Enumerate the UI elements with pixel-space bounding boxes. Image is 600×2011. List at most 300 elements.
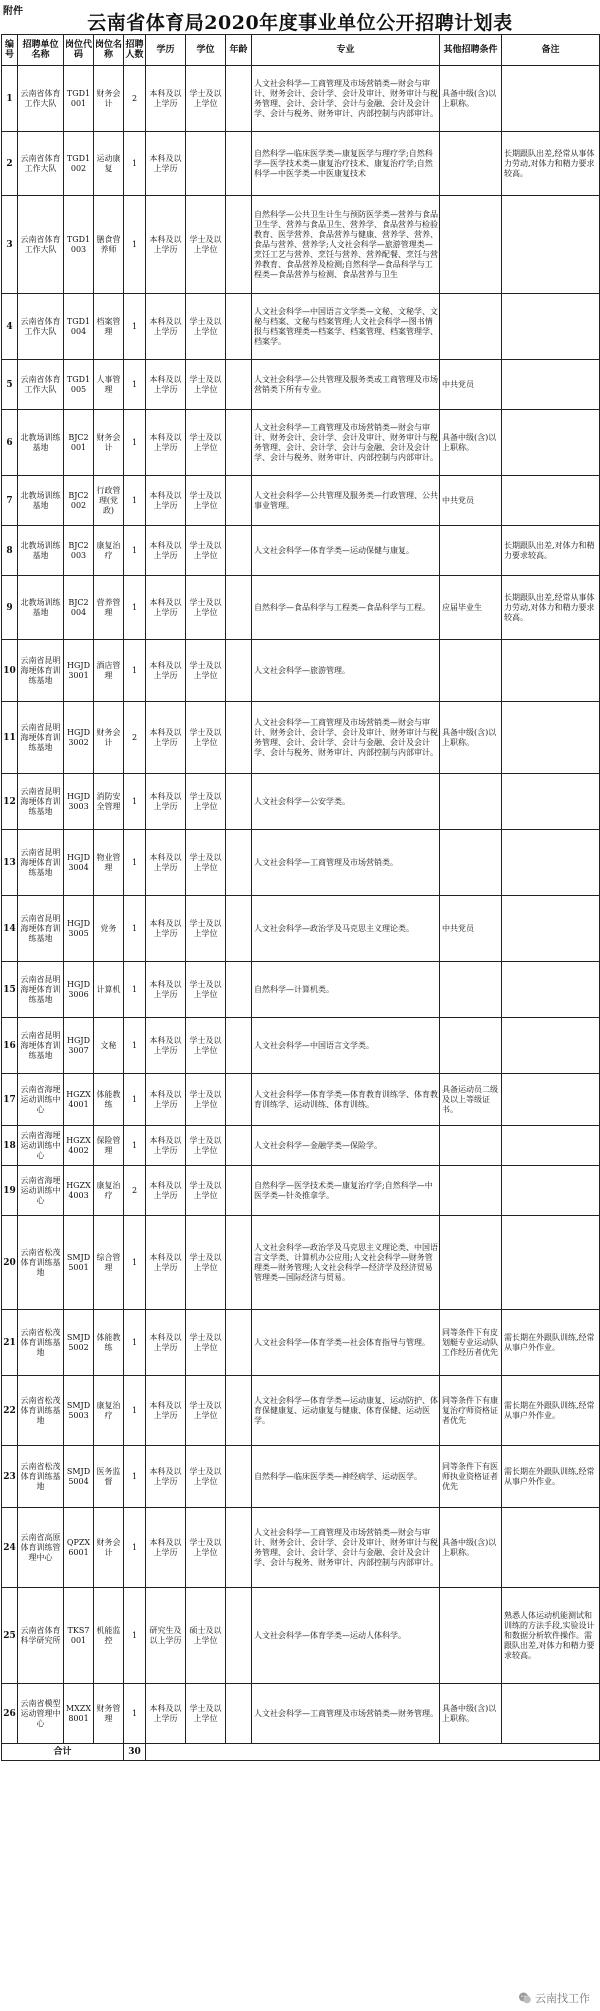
cell-edu: 本科及以上学历 xyxy=(146,830,186,896)
cell-post: 行政管理(党政) xyxy=(94,476,124,526)
cell-remark: 长期跟队出差,经常从事体力劳动,对体力和精力要求较高。 xyxy=(502,576,600,640)
cell-post: 财务会计 xyxy=(94,410,124,476)
cell-count: 1 xyxy=(124,576,146,640)
cell-no: 13 xyxy=(2,830,18,896)
cell-other: 同等条件下有医师执业资格证者优先 xyxy=(440,1446,502,1508)
cell-post: 酒店管理 xyxy=(94,640,124,702)
header-row xyxy=(2,35,600,66)
cell-no: 12 xyxy=(2,774,18,830)
cell-edu: 本科及以上学历 xyxy=(146,896,186,962)
cell-major: 人文社会科学—旅游管理。 xyxy=(252,640,440,702)
cell-edu: 本科及以上学历 xyxy=(146,702,186,774)
cell-code: QPZX 6001 xyxy=(64,1508,94,1588)
cell-count: 1 xyxy=(124,1684,146,1744)
cell-major: 人文社会科学—工商管理及市场营销类—财会与审计、财务会计、会计学、会计及审计、财务审计与税务管理、会计、会计学、会计与金融、会计及会计学、会计与税务、财务审计、内部控制与内部审计。 xyxy=(252,1508,440,1588)
cell-remark xyxy=(502,896,600,962)
cell-unit: 云南省昆明海埂体育训练基地 xyxy=(18,962,64,1018)
cell-degree: 学士及以上学位 xyxy=(186,1684,226,1744)
cell-degree: 学士及以上学位 xyxy=(186,66,226,132)
cell-code: BJC2 004 xyxy=(64,576,94,640)
cell-major: 人文社会科学—工商管理及市场营销类。 xyxy=(252,830,440,896)
cell-post: 财务会计 xyxy=(94,66,124,132)
cell-age xyxy=(226,1166,252,1216)
cell-unit: 云南省海埂运动训练中心 xyxy=(18,1166,64,1216)
cell-age xyxy=(226,774,252,830)
table-row xyxy=(2,1310,600,1376)
cell-degree: 学士及以上学位 xyxy=(186,1074,226,1126)
cell-remark: 需长期在外跟队训练,经常从事户外作业。 xyxy=(502,1310,600,1376)
cell-unit: 云南省昆明海埂体育训练基地 xyxy=(18,774,64,830)
cell-major: 人文社会科学—工商管理及市场营销类—财会与审计、财务会计、会计学、会计及审计、财务审计与税务管理、会计、会计学、会计与金融、会计及会计学、会计与税务、财务审计、内部控制与内部审计。 xyxy=(252,66,440,132)
cell-degree: 学士及以上学位 xyxy=(186,702,226,774)
cell-count: 1 xyxy=(124,1216,146,1310)
cell-unit: 北教场训练基地 xyxy=(18,410,64,476)
recruitment-table xyxy=(1,34,600,1761)
header-edu: 学历 xyxy=(146,35,186,66)
cell-major: 人文社会科学—公安学类。 xyxy=(252,774,440,830)
cell-code: BJC2 003 xyxy=(64,526,94,576)
cell-age xyxy=(226,1446,252,1508)
table-row xyxy=(2,1166,600,1216)
cell-degree: 学士及以上学位 xyxy=(186,410,226,476)
cell-edu: 本科及以上学历 xyxy=(146,1310,186,1376)
cell-remark: 需长期在外跟队训练,经常从事户外作业。 xyxy=(502,1376,600,1446)
cell-age xyxy=(226,962,252,1018)
cell-post: 文秘 xyxy=(94,1018,124,1074)
cell-count: 1 xyxy=(124,896,146,962)
cell-post: 财务管理 xyxy=(94,1684,124,1744)
cell-degree: 学士及以上学位 xyxy=(186,830,226,896)
cell-degree: 学士及以上学位 xyxy=(186,1216,226,1310)
cell-major: 自然科学—临床医学类—康复医学与理疗学;自然科学—医学技术类—康复治疗技术、康复治疗学;自然科学—中医学类—中医康复技术 xyxy=(252,132,440,196)
cell-age xyxy=(226,702,252,774)
cell-other xyxy=(440,1166,502,1216)
cell-edu: 本科及以上学历 xyxy=(146,1376,186,1446)
cell-major: 自然科学—食品科学与工程类—食品科学与工程。 xyxy=(252,576,440,640)
cell-other: 同等条件下有皮划艇专业运动队工作经历者优先 xyxy=(440,1310,502,1376)
cell-no: 14 xyxy=(2,896,18,962)
cell-degree: 学士及以上学位 xyxy=(186,774,226,830)
cell-code: HGJD 3003 xyxy=(64,774,94,830)
cell-age xyxy=(226,1216,252,1310)
table-row xyxy=(2,962,600,1018)
cell-remark xyxy=(502,360,600,410)
cell-no: 26 xyxy=(2,1684,18,1744)
cell-code: TGD1 005 xyxy=(64,360,94,410)
cell-degree: 学士及以上学位 xyxy=(186,1446,226,1508)
cell-no: 25 xyxy=(2,1588,18,1684)
total-label: 合计 xyxy=(2,1744,124,1761)
cell-unit: 云南省松茂体育训练基地 xyxy=(18,1310,64,1376)
cell-edu: 本科及以上学历 xyxy=(146,132,186,196)
cell-remark xyxy=(502,196,600,294)
cell-edu: 本科及以上学历 xyxy=(146,360,186,410)
cell-edu: 本科及以上学历 xyxy=(146,576,186,640)
cell-count: 1 xyxy=(124,196,146,294)
cell-other: 具备中级(含)以上职称。 xyxy=(440,1684,502,1744)
table-row xyxy=(2,1216,600,1310)
cell-post: 物业管理 xyxy=(94,830,124,896)
cell-unit: 云南省体育科学研究所 xyxy=(18,1588,64,1684)
cell-count: 1 xyxy=(124,1446,146,1508)
cell-remark xyxy=(502,1508,600,1588)
cell-code: HGZX 4002 xyxy=(64,1126,94,1166)
cell-edu: 本科及以上学历 xyxy=(146,476,186,526)
header-no: 编号 xyxy=(2,35,18,66)
cell-other: 中共党员 xyxy=(440,360,502,410)
table-row xyxy=(2,1588,600,1684)
cell-post: 机能监控 xyxy=(94,1588,124,1684)
cell-no: 10 xyxy=(2,640,18,702)
cell-major: 人文社会科学—金融学类—保险学。 xyxy=(252,1126,440,1166)
cell-remark: 长期跟队出差,对体力和精力要求较高。 xyxy=(502,526,600,576)
cell-degree: 学士及以上学位 xyxy=(186,1166,226,1216)
cell-age xyxy=(226,1126,252,1166)
cell-unit: 云南省海埂运动训练中心 xyxy=(18,1126,64,1166)
cell-degree: 学士及以上学位 xyxy=(186,962,226,1018)
cell-count: 1 xyxy=(124,360,146,410)
cell-major: 人文社会科学—政治学及马克思主义理论类。 xyxy=(252,896,440,962)
cell-code: HGJD 3002 xyxy=(64,702,94,774)
table-row xyxy=(2,1684,600,1744)
cell-edu: 本科及以上学历 xyxy=(146,526,186,576)
total-filler xyxy=(146,1744,600,1761)
cell-age xyxy=(226,410,252,476)
header-degree: 学位 xyxy=(186,35,226,66)
cell-unit: 北教场训练基地 xyxy=(18,576,64,640)
cell-count: 1 xyxy=(124,962,146,1018)
cell-unit: 云南省体育工作大队 xyxy=(18,196,64,294)
cell-age xyxy=(226,66,252,132)
cell-unit: 云南省昆明海埂体育训练基地 xyxy=(18,896,64,962)
cell-major: 自然科学—计算机类。 xyxy=(252,962,440,1018)
table-row xyxy=(2,576,600,640)
cell-remark xyxy=(502,1216,600,1310)
cell-degree: 学士及以上学位 xyxy=(186,896,226,962)
cell-edu: 本科及以上学历 xyxy=(146,1216,186,1310)
cell-count: 1 xyxy=(124,774,146,830)
cell-count: 1 xyxy=(124,294,146,360)
cell-edu: 研究生及以上学历 xyxy=(146,1588,186,1684)
cell-count: 1 xyxy=(124,640,146,702)
cell-code: TGD1 002 xyxy=(64,132,94,196)
cell-other xyxy=(440,132,502,196)
cell-no: 24 xyxy=(2,1508,18,1588)
cell-remark xyxy=(502,774,600,830)
table-row xyxy=(2,640,600,702)
table-row xyxy=(2,132,600,196)
cell-post: 膳食营养师 xyxy=(94,196,124,294)
cell-major: 人文社会科学—工商管理及市场营销类—财会与审计、财务会计、会计学、会计及审计、财务审计与税务管理、会计、会计学、会计与金融、会计及会计学、会计与税务、财务审计、内部控制与内部审计。 xyxy=(252,702,440,774)
cell-post: 康复治疗 xyxy=(94,1376,124,1446)
cell-remark xyxy=(502,1126,600,1166)
cell-count: 1 xyxy=(124,476,146,526)
cell-count: 2 xyxy=(124,702,146,774)
header-major: 专业 xyxy=(252,35,440,66)
table-row xyxy=(2,196,600,294)
cell-degree: 学士及以上学位 xyxy=(186,640,226,702)
cell-other xyxy=(440,830,502,896)
header-unit: 招聘单位名称 xyxy=(18,35,64,66)
cell-unit: 云南省高原体育训练管理中心 xyxy=(18,1508,64,1588)
cell-age xyxy=(226,526,252,576)
cell-unit: 云南省体育工作大队 xyxy=(18,132,64,196)
cell-code: TKS7 001 xyxy=(64,1588,94,1684)
cell-unit: 云南省体育工作大队 xyxy=(18,66,64,132)
cell-unit: 云南省松茂体育训练基地 xyxy=(18,1216,64,1310)
cell-edu: 本科及以上学历 xyxy=(146,1508,186,1588)
cell-unit: 云南省海埂运动训练中心 xyxy=(18,1074,64,1126)
cell-major: 人文社会科学—公共管理及服务类或工商管理及市场营销类下所有专业。 xyxy=(252,360,440,410)
table-row xyxy=(2,1018,600,1074)
cell-post: 综合管理 xyxy=(94,1216,124,1310)
cell-unit: 云南省昆明海埂体育训练基地 xyxy=(18,640,64,702)
cell-remark xyxy=(502,1074,600,1126)
cell-degree: 学士及以上学位 xyxy=(186,1018,226,1074)
cell-remark xyxy=(502,476,600,526)
cell-no: 4 xyxy=(2,294,18,360)
cell-major: 人文社会科学—公共管理及服务类—行政管理、公共事业管理。 xyxy=(252,476,440,526)
cell-code: SMJD 5003 xyxy=(64,1376,94,1446)
cell-no: 18 xyxy=(2,1126,18,1166)
cell-unit: 云南省松茂体育训练基地 xyxy=(18,1446,64,1508)
header-post: 岗位名称 xyxy=(94,35,124,66)
cell-other xyxy=(440,962,502,1018)
wechat-icon xyxy=(518,1991,532,2005)
cell-no: 6 xyxy=(2,410,18,476)
cell-degree: 学士及以上学位 xyxy=(186,576,226,640)
cell-edu: 本科及以上学历 xyxy=(146,294,186,360)
table-row xyxy=(2,1126,600,1166)
header-remark: 备注 xyxy=(502,35,600,66)
cell-other xyxy=(440,1126,502,1166)
total-row xyxy=(2,1744,600,1761)
table-row xyxy=(2,410,600,476)
cell-code: HGJD 3007 xyxy=(64,1018,94,1074)
cell-other: 具备运动员二级及以上等级证书。 xyxy=(440,1074,502,1126)
cell-post: 消防安全管理 xyxy=(94,774,124,830)
cell-no: 21 xyxy=(2,1310,18,1376)
cell-other xyxy=(440,294,502,360)
cell-code: MXZX 8001 xyxy=(64,1684,94,1744)
cell-other xyxy=(440,196,502,294)
cell-no: 5 xyxy=(2,360,18,410)
cell-remark xyxy=(502,1018,600,1074)
cell-no: 22 xyxy=(2,1376,18,1446)
cell-age xyxy=(226,1508,252,1588)
cell-no: 3 xyxy=(2,196,18,294)
cell-post: 财务会计 xyxy=(94,702,124,774)
table-body xyxy=(2,66,600,1744)
cell-degree: 学士及以上学位 xyxy=(186,526,226,576)
table-row xyxy=(2,526,600,576)
cell-unit: 北教场训练基地 xyxy=(18,476,64,526)
cell-count: 1 xyxy=(124,410,146,476)
header-code: 岗位代码 xyxy=(64,35,94,66)
cell-other xyxy=(440,1216,502,1310)
table-row xyxy=(2,1446,600,1508)
cell-post: 档案管理 xyxy=(94,294,124,360)
cell-age xyxy=(226,830,252,896)
cell-degree: 学士及以上学位 xyxy=(186,1376,226,1446)
cell-no: 8 xyxy=(2,526,18,576)
cell-code: HGJD 3006 xyxy=(64,962,94,1018)
cell-other xyxy=(440,1018,502,1074)
cell-count: 2 xyxy=(124,66,146,132)
cell-edu: 本科及以上学历 xyxy=(146,1074,186,1126)
cell-code: SMJD 5001 xyxy=(64,1216,94,1310)
cell-code: BJC2 002 xyxy=(64,476,94,526)
table-row xyxy=(2,1376,600,1446)
watermark xyxy=(514,1989,594,2007)
cell-post: 康复治疗 xyxy=(94,526,124,576)
cell-edu: 本科及以上学历 xyxy=(146,640,186,702)
page-title: 云南省体育局2020年度事业单位公开招聘计划表 xyxy=(87,12,513,34)
table-row xyxy=(2,360,600,410)
cell-other: 中共党员 xyxy=(440,476,502,526)
cell-age xyxy=(226,360,252,410)
cell-age xyxy=(226,476,252,526)
cell-remark xyxy=(502,962,600,1018)
cell-remark xyxy=(502,410,600,476)
cell-count: 1 xyxy=(124,1074,146,1126)
cell-count: 1 xyxy=(124,1126,146,1166)
cell-major: 自然科学—医学技术类—康复治疗学;自然科学—中医学类—针灸推拿学。 xyxy=(252,1166,440,1216)
cell-remark: 需长期在外跟队训练,经常从事户外作业。 xyxy=(502,1446,600,1508)
cell-unit: 云南省昆明海埂体育训练基地 xyxy=(18,1018,64,1074)
cell-post: 康复治疗 xyxy=(94,1166,124,1216)
cell-degree: 学士及以上学位 xyxy=(186,1508,226,1588)
cell-other: 应届毕业生 xyxy=(440,576,502,640)
table-row xyxy=(2,66,600,132)
cell-unit: 云南省体育工作大队 xyxy=(18,360,64,410)
cell-degree: 学士及以上学位 xyxy=(186,476,226,526)
cell-unit: 云南省昆明海埂体育训练基地 xyxy=(18,702,64,774)
cell-count: 1 xyxy=(124,1310,146,1376)
cell-age xyxy=(226,1684,252,1744)
cell-code: TGD1 003 xyxy=(64,196,94,294)
cell-no: 20 xyxy=(2,1216,18,1310)
cell-count: 1 xyxy=(124,1588,146,1684)
table-row xyxy=(2,1508,600,1588)
cell-major: 人文社会科学—工商管理及市场营销类—财务管理。 xyxy=(252,1684,440,1744)
cell-post: 运动康复 xyxy=(94,132,124,196)
cell-edu: 本科及以上学历 xyxy=(146,1684,186,1744)
cell-count: 1 xyxy=(124,1018,146,1074)
cell-edu: 本科及以上学历 xyxy=(146,1166,186,1216)
cell-no: 7 xyxy=(2,476,18,526)
cell-no: 23 xyxy=(2,1446,18,1508)
table-row xyxy=(2,294,600,360)
cell-no: 11 xyxy=(2,702,18,774)
cell-post: 医务监督 xyxy=(94,1446,124,1508)
cell-age xyxy=(226,294,252,360)
cell-major: 人文社会科学—体育学类—运动保健与康复。 xyxy=(252,526,440,576)
cell-age xyxy=(226,1018,252,1074)
cell-code: HGJD 3005 xyxy=(64,896,94,962)
cell-degree: 学士及以上学位 xyxy=(186,360,226,410)
cell-degree: 学士及以上学位 xyxy=(186,1310,226,1376)
cell-degree: 学士及以上学位 xyxy=(186,196,226,294)
cell-other xyxy=(440,774,502,830)
watermark-text: 云南找工作 xyxy=(535,1992,590,2005)
cell-degree xyxy=(186,132,226,196)
cell-age xyxy=(226,1588,252,1684)
cell-code: BJC2 001 xyxy=(64,410,94,476)
header-age: 年龄 xyxy=(226,35,252,66)
cell-major: 人文社会科学—体育学类—体育教育训练学、体育教育训练学、运动训练、体育训练。 xyxy=(252,1074,440,1126)
cell-code: TGD1 001 xyxy=(64,66,94,132)
cell-count: 1 xyxy=(124,132,146,196)
cell-post: 保险管理 xyxy=(94,1126,124,1166)
cell-degree: 硕士及以上学位 xyxy=(186,1588,226,1684)
cell-no: 9 xyxy=(2,576,18,640)
attachment-label: 附件 xyxy=(3,6,23,17)
cell-remark: 熟悉人体运动机能测试和训练的方法手段,实验设计和数据分析软件操作。需跟队出差,对体力和精力要求较高。 xyxy=(502,1588,600,1684)
cell-age xyxy=(226,196,252,294)
cell-count: 1 xyxy=(124,1376,146,1446)
cell-major: 人文社会科学—中国语言文学类—文秘、文秘学、文秘与档案、文秘与档案管理;人文社会科学—图书情报与档案管理类—档案学、档案管理、档案管理学、档案学。 xyxy=(252,294,440,360)
cell-other: 具备中级(含)以上职称。 xyxy=(440,1508,502,1588)
cell-no: 16 xyxy=(2,1018,18,1074)
table-row xyxy=(2,1074,600,1126)
cell-major: 自然科学—临床医学类—神经病学、运动医学。 xyxy=(252,1446,440,1508)
cell-edu: 本科及以上学历 xyxy=(146,774,186,830)
cell-major: 人文社会科学—体育学类—运动人体科学。 xyxy=(252,1588,440,1684)
table-row xyxy=(2,774,600,830)
cell-other: 中共党员 xyxy=(440,896,502,962)
cell-other: 具备中级(含)以上职称。 xyxy=(440,66,502,132)
cell-unit: 云南省体育工作大队 xyxy=(18,294,64,360)
cell-no: 1 xyxy=(2,66,18,132)
cell-post: 人事管理 xyxy=(94,360,124,410)
cell-no: 2 xyxy=(2,132,18,196)
header-other: 其他招聘条件 xyxy=(440,35,502,66)
cell-other: 同等条件下有康复治疗师资格证者优先 xyxy=(440,1376,502,1446)
cell-edu: 本科及以上学历 xyxy=(146,196,186,294)
cell-degree: 学士及以上学位 xyxy=(186,294,226,360)
cell-code: HGZX 4001 xyxy=(64,1074,94,1126)
cell-unit: 云南省模型运动管理中心 xyxy=(18,1684,64,1744)
cell-major: 人文社会科学—体育学类—运动康复、运动防护、体育保健康复、运动康复与健康、体育保健、运动医学。 xyxy=(252,1376,440,1446)
cell-remark xyxy=(502,294,600,360)
cell-age xyxy=(226,1074,252,1126)
cell-age xyxy=(226,576,252,640)
cell-post: 营养管理 xyxy=(94,576,124,640)
header-count: 招聘人数 xyxy=(124,35,146,66)
cell-count: 1 xyxy=(124,830,146,896)
cell-major: 自然科学—公共卫生计生与预防医学类—营养与食品卫生学、营养与食品卫生、营养学、食品营养与检验教育、医学营养、食品营养与健康、营养学、营养、食品与营养、营养学;人文社会科学—旅游管理类—烹饪工艺与营养、烹饪与营养、营养配餐、烹饪与营养教育、食品营养及检测;自然科学—食品科学与工程类—食品营养与检测、食品营养与卫生 xyxy=(252,196,440,294)
cell-edu: 本科及以上学历 xyxy=(146,410,186,476)
cell-remark xyxy=(502,702,600,774)
cell-edu: 本科及以上学历 xyxy=(146,962,186,1018)
cell-remark xyxy=(502,1166,600,1216)
cell-code: SMJD 5002 xyxy=(64,1310,94,1376)
cell-age xyxy=(226,1310,252,1376)
cell-count: 1 xyxy=(124,1508,146,1588)
cell-no: 19 xyxy=(2,1166,18,1216)
cell-count: 1 xyxy=(124,526,146,576)
cell-post: 财务会计 xyxy=(94,1508,124,1588)
cell-code: HGJD 3001 xyxy=(64,640,94,702)
cell-post: 党务 xyxy=(94,896,124,962)
cell-other xyxy=(440,640,502,702)
cell-age xyxy=(226,132,252,196)
cell-unit: 云南省昆明海埂体育训练基地 xyxy=(18,830,64,896)
cell-post: 体能教练 xyxy=(94,1310,124,1376)
cell-major: 人文社会科学—中国语言文学类。 xyxy=(252,1018,440,1074)
cell-code: SMJD 5004 xyxy=(64,1446,94,1508)
